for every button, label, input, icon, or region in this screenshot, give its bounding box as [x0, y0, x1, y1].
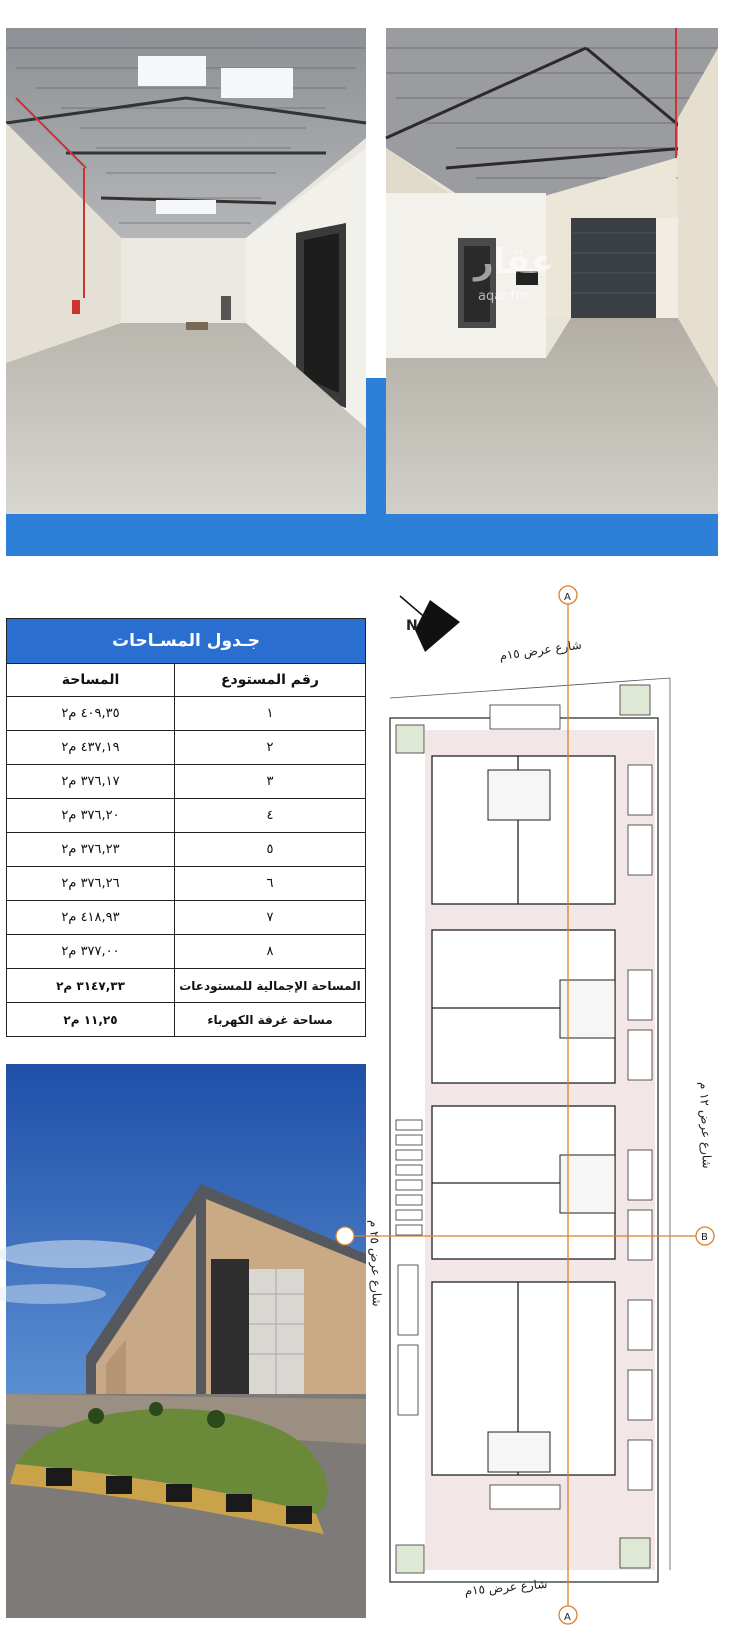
warehouse-area: ٤١٨,٩٣ م٢ [7, 901, 175, 935]
warehouse-exterior-photo [6, 1064, 366, 1618]
warehouse-number: ٧ [175, 901, 366, 935]
table-row [7, 901, 366, 935]
warehouse-interior-photo-2 [386, 28, 718, 514]
warehouse-number: ٤ [175, 799, 366, 833]
warehouse-area: ٤٣٧,١٩ م٢ [7, 731, 175, 765]
street-label-bottom: شارع عرض ١٥م [464, 1576, 548, 1598]
total-area-row [7, 969, 366, 1003]
north-label: N [406, 618, 418, 634]
electric-room-row [7, 1003, 366, 1037]
warehouse-number: ٣ [175, 765, 366, 799]
table-row [7, 731, 366, 765]
blue-divider-band [6, 514, 718, 556]
street-label-left: شارع عرض ٢٥ م [367, 1219, 385, 1307]
area-table-title: جـدول المسـاحات [7, 619, 366, 664]
total-area-label: المساحة الإجمالية للمستودعات [175, 969, 366, 1003]
table-row [7, 799, 366, 833]
warehouse-area: ٣٧٧,٠٠ م٢ [7, 935, 175, 969]
warehouse-number: ٥ [175, 833, 366, 867]
warehouse-interior-photo-1 [6, 28, 366, 514]
warehouse-number: ١ [175, 697, 366, 731]
watermark-site: aqar.fm [478, 289, 528, 304]
warehouse-number: ٢ [175, 731, 366, 765]
area-table [6, 618, 366, 1037]
blue-divider-strip [366, 378, 386, 514]
warehouse-area: ٣٧٦,٢٠ م٢ [7, 799, 175, 833]
table-row [7, 765, 366, 799]
site-plan-drawing [367, 580, 748, 1624]
col-header-warehouse-number: رقم المستودع [175, 664, 366, 697]
warehouse-area: ٣٧٦,٢٦ م٢ [7, 867, 175, 901]
warehouse-number: ٦ [175, 867, 366, 901]
axis-label-bottom: A [564, 1612, 571, 1623]
street-label-right: شارع عرض ١٢ م [697, 1081, 715, 1169]
axis-label-top: A [564, 592, 571, 603]
street-label-top: شارع عرض ١٥م [498, 637, 583, 663]
warehouse-area: ٣٧٦,١٧ م٢ [7, 765, 175, 799]
table-row [7, 833, 366, 867]
table-row [7, 867, 366, 901]
table-row [7, 697, 366, 731]
warehouse-area: ٤٠٩,٣٥ م٢ [7, 697, 175, 731]
warehouse-number: ٨ [175, 935, 366, 969]
axis-label-right: B [701, 1232, 708, 1243]
electric-room-label: مساحة غرفة الكهرباء [175, 1003, 366, 1037]
watermark-logo: عقار [474, 242, 555, 282]
total-area-value: ٣١٤٧,٣٣ م٢ [7, 969, 175, 1003]
col-header-area: المساحة [7, 664, 175, 697]
table-row [7, 935, 366, 969]
warehouse-area: ٣٧٦,٢٣ م٢ [7, 833, 175, 867]
electric-room-value: ١١,٢٥ م٢ [7, 1003, 175, 1037]
